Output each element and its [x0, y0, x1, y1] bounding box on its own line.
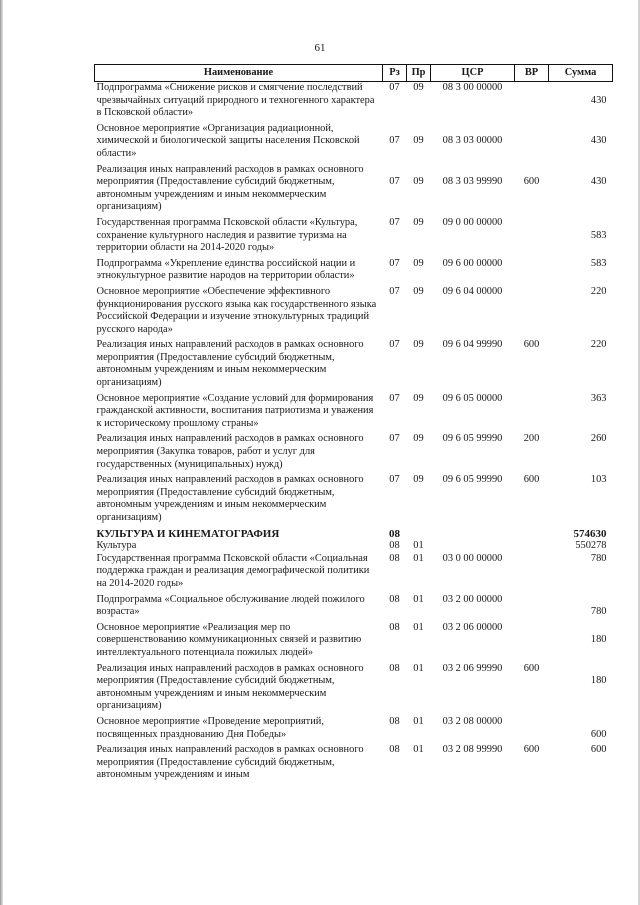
row-sum: 220 — [590, 285, 607, 297]
row-csr: 09 6 05 99990 — [442, 474, 503, 486]
row-sum: 363 — [590, 392, 607, 404]
table-row — [95, 663, 613, 716]
row-csr: 09 6 05 00000 — [442, 392, 503, 404]
row-pr — [407, 528, 431, 541]
row-rz: 07 — [389, 339, 400, 351]
row-pr: 09 — [413, 433, 424, 445]
row-name: Реализация иных направлений расходов в рамках основного мероприятия (Закупка товаров, работ и услуг для государственных (муниципальных) нужд) — [96, 433, 364, 470]
row-pr: 01 — [413, 715, 424, 727]
row-pr: 01 — [413, 744, 424, 756]
row-sum: 583 — [590, 257, 607, 269]
row-rz: 07 — [389, 216, 400, 228]
row-csr: 03 2 06 99990 — [442, 662, 503, 674]
table-row — [95, 716, 613, 744]
header-rz: Рз — [383, 65, 407, 82]
row-vr — [515, 622, 549, 663]
table-row — [95, 258, 613, 286]
row-csr: 03 2 06 00000 — [442, 621, 503, 633]
row-name: Реализация иных направлений расходов в рамках основного мероприятия (Предоставление субсидий бюджетным, автономным учреждениям и иным некоммерческим организациям) — [96, 662, 364, 712]
row-pr: 01 — [413, 552, 424, 564]
table-row — [95, 622, 613, 663]
row-name: Основное мероприятие «Организация радиационной, химической и биологической защиты населения Псковской области» — [96, 122, 360, 159]
row-sum: 583 — [590, 229, 607, 241]
row-csr: 08 3 00 00000 — [442, 82, 503, 93]
row-sum: 600 — [590, 744, 607, 756]
row-name: Реализация иных направлений расходов в рамках основного мероприятия (Предоставление субсидий бюджетным, автономным учреждениям и иным — [96, 744, 364, 781]
row-csr: 09 0 00 00000 — [442, 216, 503, 228]
table-row — [95, 286, 613, 339]
scan-edge-left — [0, 0, 3, 905]
row-name: Культура — [96, 540, 137, 552]
row-name: Основное мероприятие «Обеспечение эффективного функционирования русского языка как государственного языка Российской Федерации и изучение этнокультурных традиций русского народа» — [96, 285, 377, 335]
row-vr — [515, 258, 549, 286]
row-pr: 09 — [413, 176, 424, 188]
header-name: Наименование — [95, 65, 383, 82]
row-pr: 09 — [413, 82, 424, 93]
table-header-row — [95, 65, 613, 82]
row-pr: 01 — [413, 662, 424, 674]
row-pr: 09 — [413, 339, 424, 351]
row-csr: 09 6 00 00000 — [442, 257, 503, 269]
row-csr: 08 3 03 00000 — [442, 135, 503, 147]
row-pr: 09 — [413, 216, 424, 228]
row-rz: 08 — [389, 744, 400, 756]
row-sum: 574630 — [573, 527, 607, 540]
row-sum: 600 — [590, 728, 607, 740]
row-vr: 600 — [523, 176, 540, 188]
header-csr: ЦСР — [431, 65, 515, 82]
table-row — [95, 82, 613, 123]
table-row — [95, 594, 613, 622]
section-row — [95, 528, 613, 541]
header-sum: Сумма — [549, 65, 613, 82]
row-csr: 03 0 00 00000 — [442, 552, 503, 564]
row-name: Подпрограмма «Снижение рисков и смягчение последствий чрезвычайных ситуаций природного и техногенного характера в Псковской области» — [96, 82, 375, 119]
row-rz: 07 — [389, 474, 400, 486]
row-name: Реализация иных направлений расходов в рамках основного мероприятия (Предоставление субсидий бюджетным, автономным учреждениям и иным некоммерческим организациям) — [96, 339, 364, 389]
row-vr — [515, 540, 549, 553]
row-name: Основное мероприятие «Проведение мероприятий, посвященных празднованию Дня Победы» — [96, 715, 324, 740]
table-row — [95, 474, 613, 527]
row-name: Реализация иных направлений расходов в рамках основного мероприятия (Предоставление субсидий бюджетным, автономным учреждениям и иным некоммерческим организациям) — [96, 163, 364, 213]
table-row — [95, 393, 613, 434]
header-pr: Пр — [407, 65, 431, 82]
row-vr — [515, 553, 549, 594]
row-sum: 180 — [590, 634, 607, 646]
row-sum: 430 — [590, 176, 607, 188]
row-name: Основное мероприятие «Создание условий для формирования гражданской активности, воспитания патриотизма и уважения к историческому прошлому страны» — [96, 392, 374, 429]
row-rz: 08 — [389, 593, 400, 605]
row-sum: 550278 — [575, 540, 607, 552]
row-sum: 260 — [590, 433, 607, 445]
row-rz: 07 — [389, 257, 400, 269]
table-row — [95, 217, 613, 258]
row-pr: 09 — [413, 285, 424, 297]
section-title: КУЛЬТУРА И КИНЕМАТОГРАФИЯ — [96, 527, 280, 540]
row-name: Подпрограмма «Укрепление единства российской нации и этнокультурное развитие народов на территории области» — [96, 257, 356, 282]
row-csr: 03 2 08 99990 — [442, 744, 503, 756]
row-sum: 430 — [590, 135, 607, 147]
row-sum: 180 — [590, 675, 607, 687]
row-vr: 600 — [523, 339, 540, 351]
row-rz: 08 — [389, 662, 400, 674]
row-rz: 07 — [389, 285, 400, 297]
row-vr — [515, 393, 549, 434]
row-pr: 01 — [413, 621, 424, 633]
row-rz: 08 — [389, 540, 400, 552]
row-csr — [431, 540, 515, 553]
row-rz: 08 — [389, 715, 400, 727]
table-row — [95, 339, 613, 392]
table-row — [95, 433, 613, 474]
row-pr: 09 — [413, 392, 424, 404]
row-pr: 01 — [413, 593, 424, 605]
row-vr — [515, 594, 549, 622]
row-sum: 780 — [590, 606, 607, 618]
table-row — [95, 540, 613, 553]
row-rz: 07 — [389, 176, 400, 188]
row-rz: 08 — [389, 621, 400, 633]
row-rz: 08 — [389, 527, 400, 540]
row-vr — [515, 716, 549, 744]
row-pr: 09 — [413, 474, 424, 486]
row-vr — [515, 82, 549, 123]
row-rz: 07 — [389, 135, 400, 147]
budget-table — [94, 64, 613, 782]
row-csr: 09 6 05 99990 — [442, 433, 503, 445]
row-rz: 07 — [389, 82, 400, 93]
row-name: Государственная программа Псковской области «Культура, сохранение культурного наследия и развитие туризма на территории области на 2014-2020 годы» — [96, 216, 358, 254]
row-sum: 220 — [590, 339, 607, 351]
row-rz: 07 — [389, 392, 400, 404]
row-pr: 09 — [413, 257, 424, 269]
row-vr: 600 — [523, 662, 540, 674]
header-vr: ВР — [515, 65, 549, 82]
table-row — [95, 744, 613, 782]
row-vr: 600 — [523, 744, 540, 756]
row-sum: 103 — [590, 474, 607, 486]
row-vr — [515, 286, 549, 339]
row-pr: 01 — [413, 540, 424, 552]
row-rz: 08 — [389, 552, 400, 564]
row-sum: 430 — [590, 94, 607, 106]
row-csr: 09 6 04 99990 — [442, 339, 503, 351]
row-sum: 780 — [590, 552, 607, 564]
row-vr: 200 — [523, 433, 540, 445]
row-name: Основное мероприятие «Реализация мер по совершенствованию коммуникационных связей и развитию интеллектуального потенциала пожилых людей» — [96, 621, 362, 658]
row-csr: 03 2 08 00000 — [442, 715, 503, 727]
row-rz: 07 — [389, 433, 400, 445]
row-name: Государственная программа Псковской области «Социальная поддержка граждан и реализация демографической политики на 2014-2020 годы» — [96, 552, 370, 589]
row-csr: 03 2 00 00000 — [442, 593, 503, 605]
row-csr: 08 3 03 99990 — [442, 176, 503, 188]
table-row — [95, 164, 613, 217]
page-number: 61 — [314, 42, 326, 54]
row-csr — [431, 528, 515, 541]
table-row — [95, 553, 613, 594]
table-row — [95, 123, 613, 164]
row-vr: 600 — [523, 474, 540, 486]
row-vr — [515, 528, 549, 541]
row-vr — [515, 217, 549, 258]
row-pr: 09 — [413, 135, 424, 147]
row-name: Реализация иных направлений расходов в рамках основного мероприятия (Предоставление субсидий бюджетным, автономным учреждениям и иным некоммерческим организациям) — [96, 474, 364, 523]
row-csr: 09 6 04 00000 — [442, 285, 503, 297]
row-name: Подпрограмма «Социальное обслуживание людей пожилого возраста» — [96, 593, 365, 618]
row-vr — [515, 123, 549, 164]
